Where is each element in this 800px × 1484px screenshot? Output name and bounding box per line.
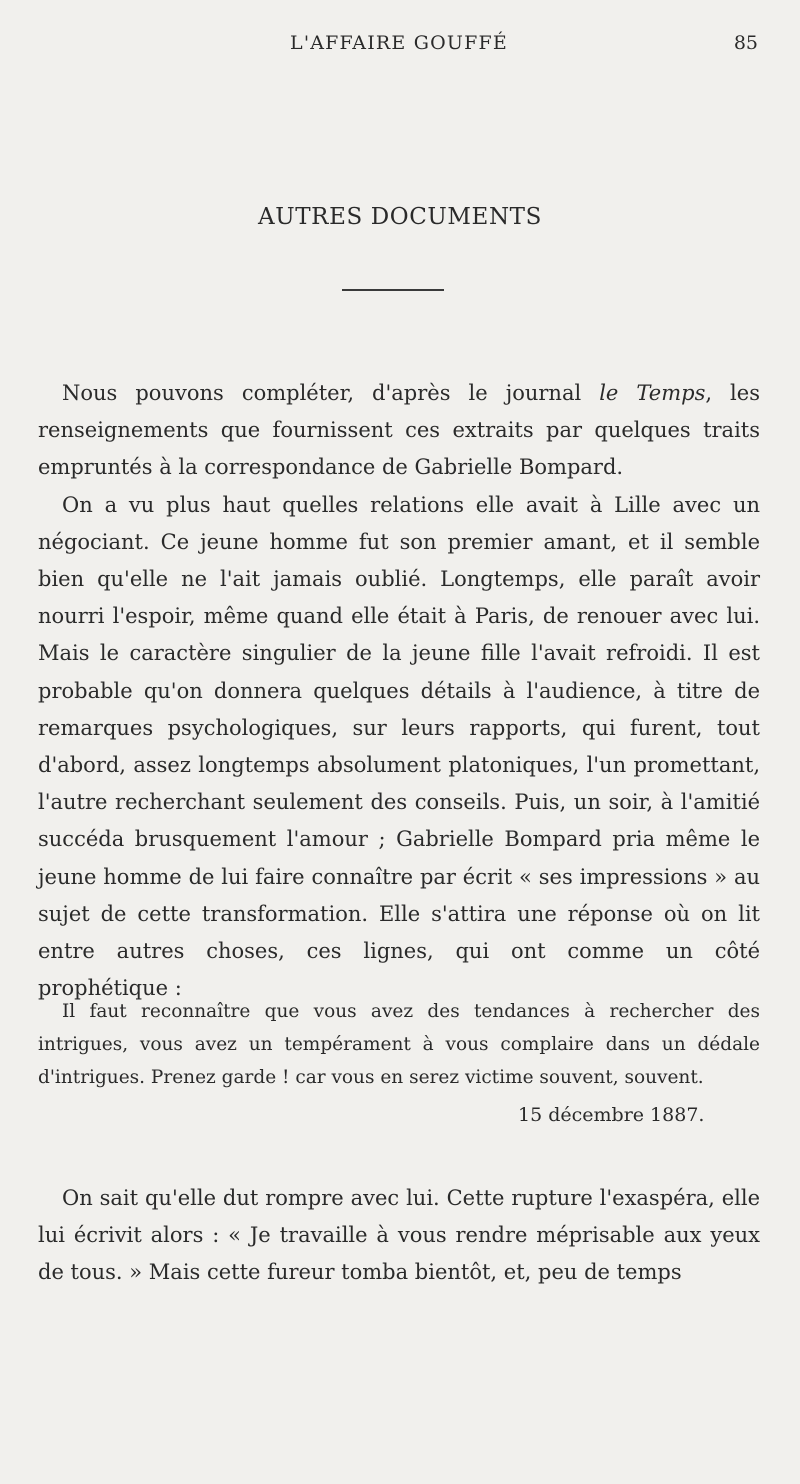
quote-date: 15 décembre 1887. (518, 1104, 705, 1126)
paragraph-1-rest: , les renseignements que fournissent ces extraits par quelques traits empruntés à la correspondance de Gabrielle Bompard. (38, 381, 760, 480)
page-number: 85 (733, 32, 758, 54)
title-divider (342, 289, 444, 291)
newspaper-title: le Temps (599, 381, 706, 405)
paragraph-2: On a vu plus haut quelles relations elle avait à Lille avec un négociant. Ce jeune homme fut son premier amant, et il semble bien qu'elle ne l'ait jamais oublié. Longtemps, elle paraît avoir nourri l'espoir, même quand elle était à Paris, de renouer avec lui. Mais le caractère singulier de la jeune fille l'avait refroidi. Il est probable qu'on donnera quelques détails à l'audience, à titre de remarques psychologiques, sur leurs rapports, qui furent, tout d'abord, assez longtemps absolument platoniques, l'un promettant, l'autre recherchant seulement des conseils. Puis, un soir, à l'amitié succéda brusquement l'amour ; Gabrielle Bompard pria même le jeune homme de lui faire connaître par écrit « ses impressions » au sujet de cette transformation. Elle s'attira une réponse où on lit entre autres choses, ces lignes, qui ont comme un côté prophétique : (38, 492, 760, 1001)
paragraph-3: On sait qu'elle dut rompre avec lui. Cette rupture l'exaspéra, elle lui écrivit alors : « Je travaille à vous rendre méprisable aux yeux de tous. » Mais cette fureur tomba bientôt, et, peu de temps (38, 1186, 760, 1285)
running-title: L'AFFAIRE GOUFFÉ (290, 32, 508, 54)
quoted-letter: Il faut reconnaître que vous avez des tendances à rechercher des intrigues, vous avez un tempérament à vous complaire dans un dédale d'intrigues. Prenez garde ! car vous en serez victime souvent, souvent. (38, 1001, 760, 1088)
closing-text-block (38, 1180, 760, 1292)
paragraph-1 (38, 375, 760, 487)
paragraph-1-lead: Nous pouvons compléter, d'après le journal (62, 381, 600, 405)
section-title: AUTRES DOCUMENTS (258, 204, 542, 230)
running-head (0, 32, 800, 58)
main-text-block (38, 375, 760, 1007)
